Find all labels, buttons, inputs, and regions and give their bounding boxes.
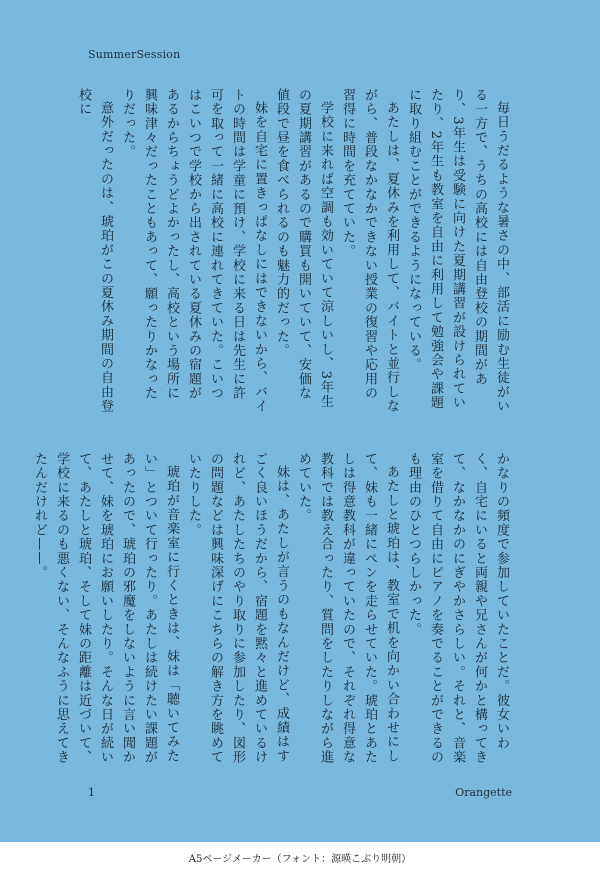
generator-caption: A5ページメーカー（フォント：源暎こぶり明朝） [188, 854, 412, 865]
paragraph: 琥珀が音楽室に行くときは、妹は「聴いてみたい」とついて行ったり。あたしは続けたい課題があったので、琥珀の邪魔をしないように言い聞かせて、妹を琥珀にお願いしたり。そんな日が続いて、あたしと琥珀、そして妹の距離は近づいて、学校に来るのも悪くない、そんなふうに思えてきたんだけれど——。 [32, 452, 179, 765]
page-number: 1 [88, 786, 95, 799]
paragraph: 毎日うだるような暑さの中、部活に励む生徒がいる一方で、うちの高校には自由登校の期間があり、3年生は受験に向けた夏期講習が設けられていたり、2年生も教室を自由に利用して勉強会や課題に取り組むことができるようになっている。 [406, 88, 509, 414]
paragraph: かなりの頻度で参加していたことだ。彼女いわく、自宅にいると両親や兄さんが何かと構ってきて、なかなかのにぎやかさらしい。それと、音楽室を借りて自由にピアノを奏でることができるのも理由のひとつらしかった。 [406, 452, 509, 765]
footer-brand: Orangette [455, 786, 512, 799]
paragraph: 意外だったのは、琥珀がこの夏休み期間の自由登校に [76, 88, 113, 414]
paragraph: 妹は、あたしが言うのもなんだけど、成績はすごく良いほうだから、宿題を黙々と進めているけれど、あたしたちのやり取りに参加したり、図形の問題などは興味深げにこちらの解き方を眺めていたりした。 [186, 452, 289, 765]
text-block-lower [32, 452, 512, 774]
paragraph: あたしと琥珀は、教室で机を向かい合わせにして、妹も一緒にペンを走らせていた。琥珀とあたしは得意教科が違っていたので、それぞれ得意な教科では教え合ったり、質問をしたりしながら進めていた。 [296, 452, 399, 765]
running-header: SummerSession [88, 48, 181, 61]
text-block-upper [76, 88, 512, 414]
paragraph: あたしは、夏休みを利用して、バイトと並行しながら、普段なかなかできない授業の復習や応用の習得に時間を充てていた。 [340, 88, 399, 414]
paragraph: 学校に来れば空調も効いていて涼しいし、3年生の夏期講習があるので購買も開いていて、安価な値段で昼を食べられるのも魅力的だった。 [274, 88, 333, 409]
paragraph: 妹を自宅に置きっぱなしにはできないから、バイトの時間は学童に預け、学校に来る日は先生に許可を取って一緒に高校に連れてきていた。こいつはこいつで学校から出されている夏休みの宿題があるからちょうどよかったし、高校という場所に興味津々だったこともあって、願ったりかなったりだった。 [120, 88, 267, 414]
